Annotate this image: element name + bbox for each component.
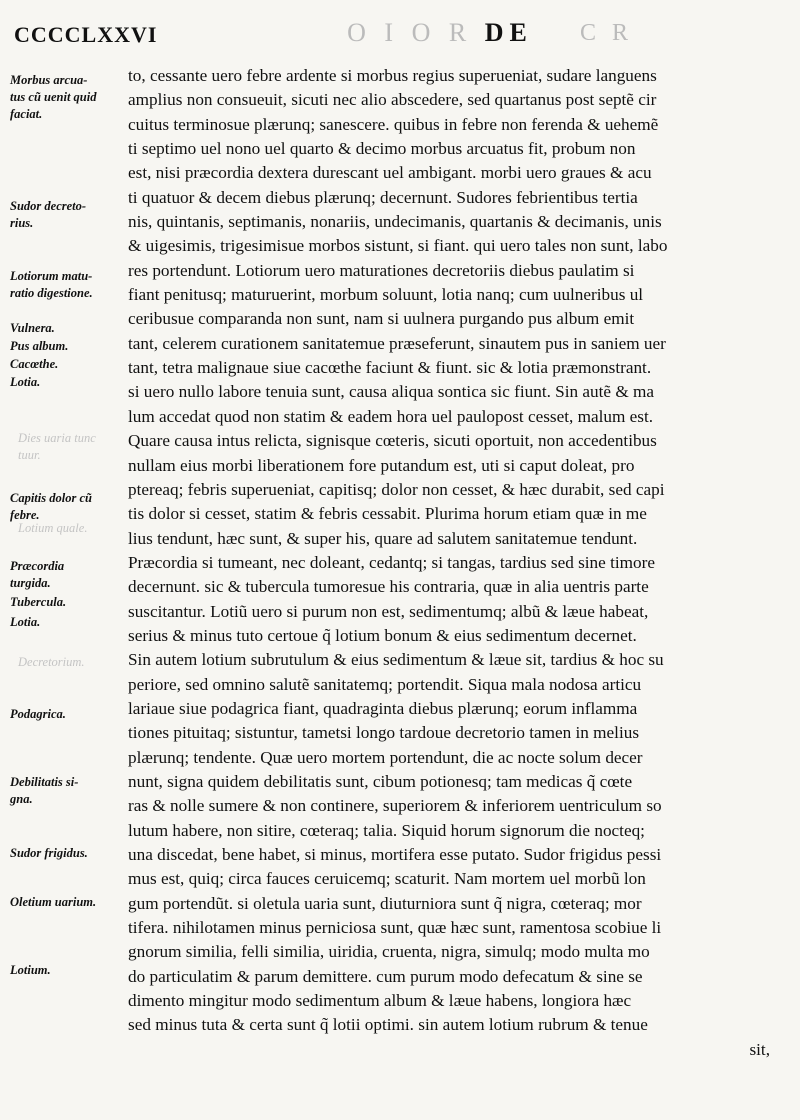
text-line: lum accedat quod non statim & eadem hora uel paulopost cesset, malum est. <box>128 406 654 426</box>
text-line: lariaue siue podagrica fiant, quadraginta diebus plærunq; eorum inflamma <box>128 698 638 718</box>
text-line: dimento mingitur modo sedimentum album & læue habens, longiora hæc <box>128 991 632 1011</box>
text-line: res portendunt. Lotiorum uero maturationes decretoriis diebus paulatim si <box>128 260 635 280</box>
text-line: Quare causa intus relicta, signisque cœteris, sicuti oportuit, non accedentibus <box>128 431 657 451</box>
text-line: ceribusue comparanda non sunt, nam si uulnera purgando pus album emit <box>128 309 635 329</box>
running-head <box>300 18 580 48</box>
text-line: & uigesimis, trigesimisue morbos sistunt, si fiant. qui uero tales non sunt, labo <box>128 236 668 256</box>
text-line: ptereaq; febris superueniat, capitisq; dolor non cesset, & hæc durabit, sed capi <box>128 479 665 499</box>
marginal-note: Pus album. <box>10 339 69 353</box>
marginal-note-bleedthrough: Dies uaria tunc tuur. <box>18 431 96 462</box>
text-line: cuitus terminosue plærunq; sanescere. quibus in febre non ferenda & uehemẽ <box>128 114 659 134</box>
text-line: tiones pituitaq; sistuntur, tametsi longo tardoue decretorio tamen in melius <box>128 723 640 743</box>
running-head-bleedthrough-right: C R <box>580 20 634 46</box>
text-line: tis dolor si cesset, statim & febris cessabit. Plurima horum etiam quæ in me <box>128 504 647 524</box>
marginal-note: Sudor decreto- rius. <box>10 199 87 230</box>
text-line: fiant penitusq; maturuerint, morbum soluunt, lotia nanq; cum uulneribus ul <box>128 285 644 305</box>
text-line: ti septimo uel nono uel quarto & decimo morbus arcuatus fit, probum non <box>128 139 636 159</box>
text-line: Sin autem lotium subrutulum & eius sedimentum & læue sit, tardius & hoc su <box>128 650 664 670</box>
text-line: si uero nullo labore tenuia sunt, causa aliqua sontica sic fiunt. Sin autẽ & ma <box>128 382 654 402</box>
marginal-note: Oletium uarium. <box>10 895 97 909</box>
main-text-block <box>128 64 770 1062</box>
text-line: tifera. nihilotamen minus perniciosa sunt, quæ hæc sunt, ramentosa scobiue li <box>128 918 662 938</box>
marginal-note-bleedthrough: Decretorium. <box>18 655 85 669</box>
marginal-note: Lotia. <box>10 375 41 389</box>
text-line: gum portendũt. si oletula uaria sunt, diuturniora sunt q̃ nigra, cœteraq; mor <box>128 893 642 913</box>
text-line: ti quatuor & decem diebus plærunq; decernunt. Sudores febrientibus tertia <box>128 187 638 207</box>
text-line: nis, quintanis, septimanis, nonariis, undecimanis, quartanis & decimanis, unis <box>128 212 662 232</box>
marginal-notes-column <box>10 70 120 1110</box>
marginal-note: Præcordia turgida. <box>10 559 65 590</box>
text-line: est, nisi præcordia dextera durescant uel ambigant. morbi uero graues & acu <box>128 163 652 183</box>
text-line: decernunt. sic & tubercula tumoresue his contraria, quæ in alia uentris parte <box>128 577 649 597</box>
marginal-note: Capitis dolor cũ febre. <box>10 491 92 522</box>
text-line: do particulatim & parum demittere. cum purum modo defecatum & sine se <box>128 966 643 986</box>
marginal-note: Lotium. <box>10 963 51 977</box>
text-line: gnorum similia, felli similia, uiridia, cruenta, nigra, simulq; modo multa mo <box>128 942 650 962</box>
text-line: una discedat, bene habet, si minus, mortifera esse putato. Sudor frigidus pessi <box>128 845 662 864</box>
marginal-note: Morbus arcua- tus cũ uenit quid faciat. <box>10 73 97 121</box>
marginal-note: Lotia. <box>10 615 41 629</box>
text-line: to, cessante uero febre ardente si morbus regius superueniat, sudare languens <box>128 66 657 85</box>
marginal-note: Debilitatis si- gna. <box>10 775 79 806</box>
text-line: tant, celerem curationem sanitatemue præseferunt, sinautem pus in saniem uer <box>128 333 666 353</box>
text-line: Præcordia si tumeant, nec doleant, cedantq; si tangas, tardius sed sine timore <box>128 552 655 572</box>
text-line: serius & minus tuto certoue q̃ lotium bonum & eius sedimentum decernet. <box>128 625 637 645</box>
text-line: periore, sed omnino salutẽ sanitatemq; portendit. Siqua mala nodosa articu <box>128 674 642 694</box>
marginal-note: Sudor frigidus. <box>10 846 88 860</box>
text-line: mus est, quiq; circa fauces ceruicemq; scaturit. Nam mortem uel morbũ lon <box>128 869 646 889</box>
marginal-note: Tubercula. <box>10 595 67 609</box>
marginal-note: Vulnera. <box>10 321 55 335</box>
marginal-note: Lotiorum matu- ratio digestione. <box>10 269 93 300</box>
marginal-note-bleedthrough: Lotium quale. <box>18 521 88 535</box>
marginal-note: Cacœthe. <box>10 357 59 371</box>
text-line: ras & nolle sumere & non continere, superiorem & inferiorem uentriculum so <box>128 796 662 816</box>
marginal-note: Podagrica. <box>10 707 66 721</box>
text-line: sed minus tuta & certa sunt q̃ lotii optimi. sin autem lotium rubrum & tenue <box>128 1015 648 1035</box>
text-line: plærunq; tendente. Quæ uero mortem portendunt, die ac nocte solum decer <box>128 747 643 767</box>
text-line: amplius non consueuit, sicuti nec alio abscedere, sed quartanus post septẽ cir <box>128 90 657 110</box>
running-head-title: DE <box>484 18 533 47</box>
text-line: tant, tetra malignaue siue cacœthe faciunt & fiunt. sic & lotia præmonstrant. <box>128 358 652 378</box>
folio-number: CCCCLXXVI <box>14 22 158 47</box>
text-line: sit, <box>749 1039 770 1059</box>
text-line: lutum habere, non sitire, cœteraq; talia. Siquid horum signorum die nocteq; <box>128 820 645 840</box>
running-head-bleedthrough: O I O R <box>347 18 473 47</box>
text-line: suscitantur. Lotiũ uero si purum non est, sedimentumq; albũ & læue habeat, <box>128 601 649 621</box>
text-line: nunt, signa quidem debilitatis sunt, cibum potionesq; tam medicas q̃ cœte <box>128 771 633 791</box>
text-line: nullam eius morbi liberationem fore putandum est, uti si caput doleat, pro <box>128 455 635 475</box>
text-line: lius tendunt, hæc sunt, & super his, quare ad salutem sanitatemue tendunt. <box>128 528 638 548</box>
